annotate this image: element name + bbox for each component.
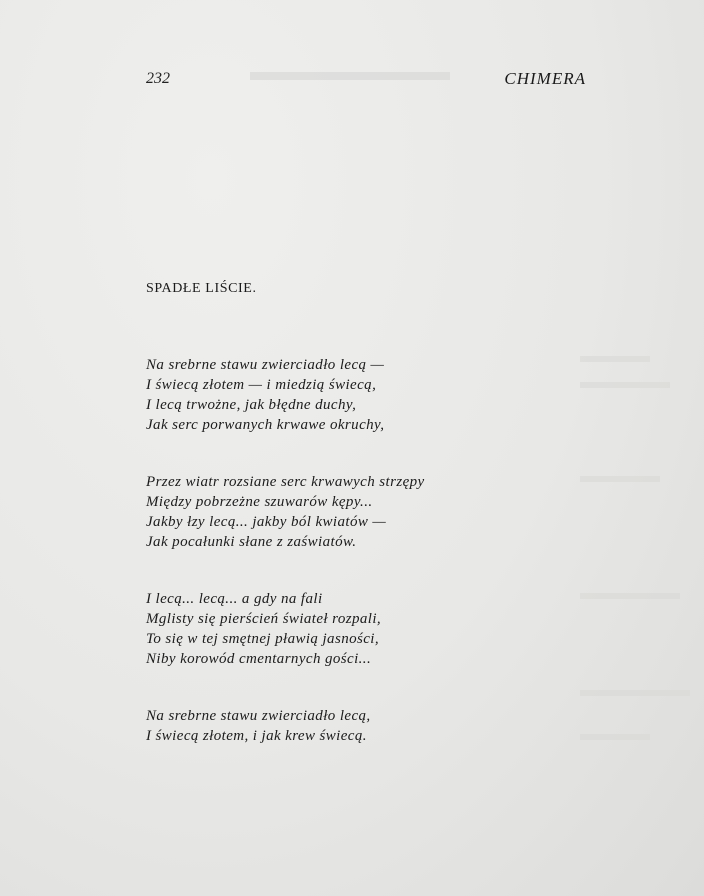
page-number: 232 [146, 70, 170, 87]
stanza [146, 706, 566, 746]
running-head: CHIMERA [504, 69, 586, 88]
verse-line: I świecą złotem, i jak krew świecą. [146, 728, 367, 744]
verse-line: Niby korowód cmentarnych gości... [146, 651, 372, 667]
verse-line: Jak pocałunki słane z zaświatów. [146, 534, 357, 550]
verse-line: Mglisty się pierścień świateł rozpali, [146, 611, 382, 627]
verse-line: Między pobrzeżne szuwarów kępy... [146, 494, 373, 510]
stanza [146, 355, 566, 435]
stanza [146, 589, 566, 669]
verse-line: I świecą złotem — i miedzią świecą, [146, 377, 377, 393]
verse-line: Jakby łzy lecą... jakby ból kwiatów — [146, 514, 387, 530]
verse-line: Na srebrne stawu zwierciadło lecą — [146, 357, 385, 373]
poem-body [146, 355, 566, 783]
verse-line: I lecą... lecą... a gdy na fali [146, 591, 323, 607]
poem-title: SPADŁE LIŚCIE. [146, 281, 257, 296]
verse-line: To się w tej smętnej pławią jasności, [146, 631, 380, 647]
verse-line: I lecą trwożne, jak błędne duchy, [146, 397, 357, 413]
bleed-through-line [580, 382, 670, 388]
verse-line: Na srebrne stawu zwierciadło lecą, [146, 708, 371, 724]
verse-line: Przez wiatr rozsiane serc krwawych strzępy [146, 474, 425, 490]
bleed-through-line [250, 72, 450, 80]
bleed-through-line [580, 690, 690, 696]
bleed-through-line [580, 356, 650, 362]
bleed-through-line [580, 734, 650, 740]
verse-line: Jak serc porwanych krwawe okruchy, [146, 417, 385, 433]
bleed-through-line [580, 593, 680, 599]
bleed-through-line [580, 476, 660, 482]
stanza [146, 472, 566, 552]
